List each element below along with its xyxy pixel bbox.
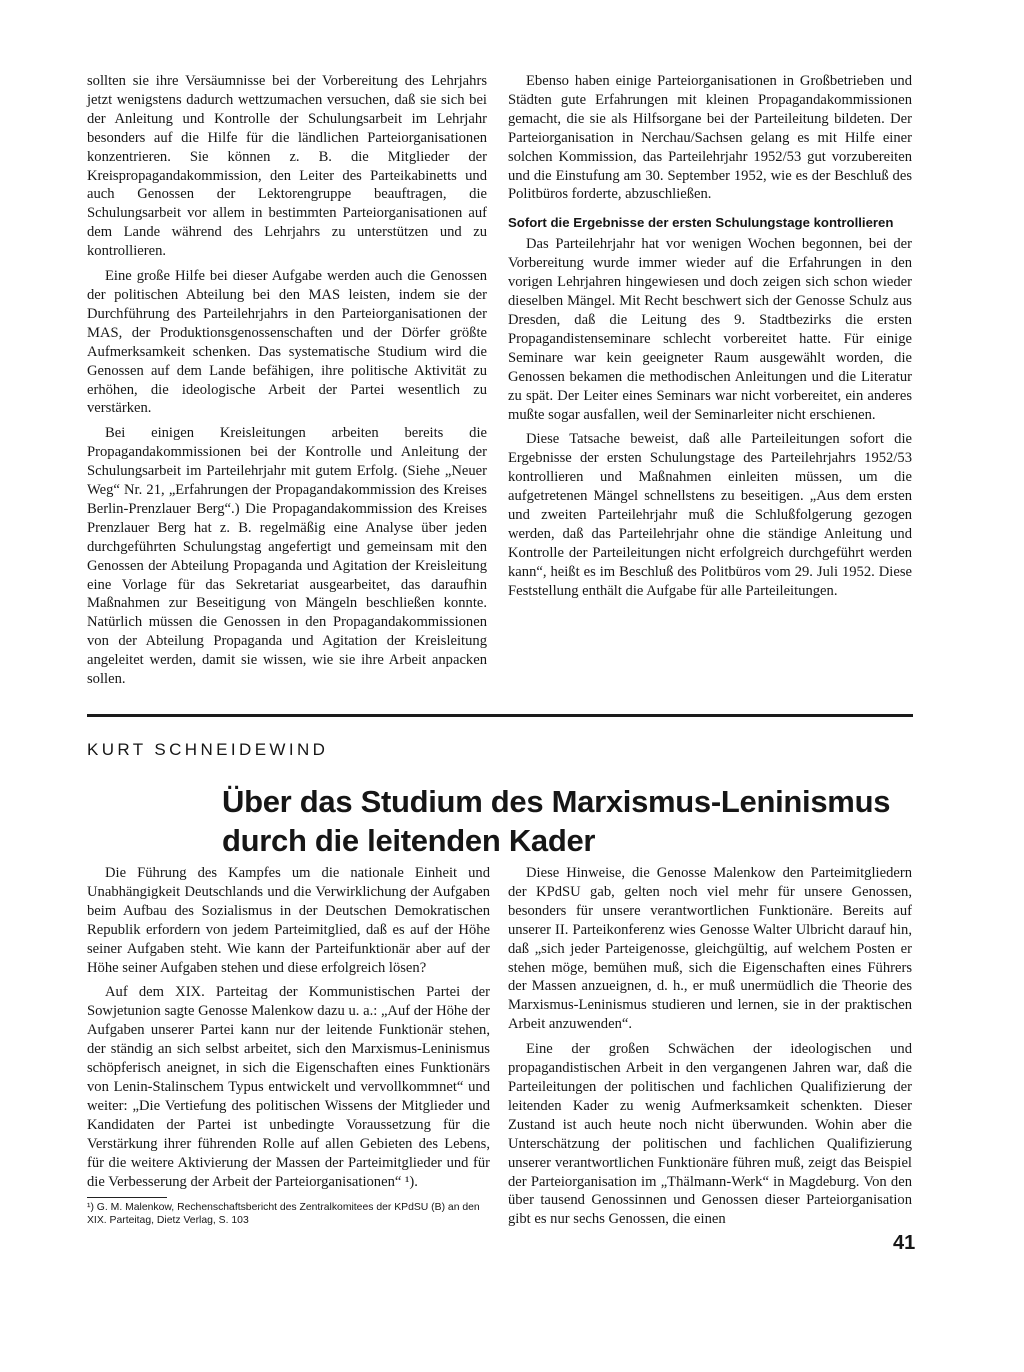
article-right-column: [508, 864, 912, 1235]
body-paragraph: Bei einigen Kreisleitungen arbeiten bereits die Propagandakommissionen bei der Kontrolle und Anleitung der Schulungsarbeit im Parteilehrjahr mit gutem Erfolg. (Siehe „Neuer Weg“ Nr. 21, „Erfahrungen der Propagandakommission des Kreises Berlin-Prenzlauer Berg“.) Die Propagandakommission des Kreises Prenzlauer Berg hat z. B. regelmäßig eine Analyse über jeden durchgeführten Schulungstag angefertigt und gemeinsam mit den Genossen der Abteilung Propaganda und Agitation der Kreisleitung eine Vorlage für das Sekretariat ausgearbeitet, das daraufhin Maßnahmen zur Beseitigung von Mängeln beschließen konnte. Natürlich müssen die Genossen in den Propagandakommissionen von der Abteilung Propaganda und Agitation der Kreisleitung angeleitet werden, damit sie wissen, wie sie ihre Arbeit anpacken sollen.: [87, 425, 487, 688]
section-subheading: Sofort die Ergebnisse der ersten Schulungstage kontrollieren: [508, 215, 894, 231]
body-paragraph: Ebenso haben einige Parteiorganisationen in Großbetrieben und Städten gute Erfahrungen mit kleinen Propagandakommissionen gemacht, die sie als Hilfsorgane bei der Parteileitung bildeten. Der Parteiorganisation in Nerchau/Sachsen gelang es mit Hilfe einer solchen Kommission, das Parteilehrjahr 1952/53 gut vorzubereiten und die Einstufung am 30. September 1952, wie es der Beschluß des Politbüros forderte, abzuschließen.: [508, 73, 912, 203]
upper-right-column: [508, 72, 912, 607]
body-paragraph: Auf dem XIX. Parteitag der Kommunistischen Partei der Sowjetunion sagte Genosse Malenkow dazu u. a.: „Auf der Höhe der Aufgaben unserer Partei kann nur der leitende Funktionär stehen, der ständig an sich selbst arbeitet, sich den Marxismus-Leninismus schöpferisch aneignet, in sich die Eigenschaften eines Funktionärs von Lenin-Stalinschem Typus entwickelt und vervollkommnet“ und weiter: „Die Vertiefung des politischen Wissens der Mitglieder und Kandidaten der Partei ist unbedingte Voraussetzung für die Verstärkung ihrer führenden Rolle auf allen Gebieten des Lebens, für die weitere Aktivierung der Massen der Parteimitglieder und für die Verbesserung der Arbeit der Parteiorganisationen“ ¹).: [87, 984, 490, 1190]
footnote: ¹) G. M. Malenkow, Rechenschaftsbericht des Zentralkomitees der KPdSU (B) an den XIX. Parteitag, Dietz Verlag, S. 103: [87, 1202, 480, 1226]
body-paragraph: sollten sie ihre Versäumnisse bei der Vorbereitung des Lehrjahrs jetzt wenigstens dadurch wettzumachen versuchen, daß sie sich bei der Anleitung und Kontrolle der Schulungsarbeit im Lehrjahr besonders auf die Hilfe für die ländlichen Parteiorganisationen konzentrieren. Sie können z. B. die Mitglieder der Kreispropagandakommission, den Leiter des Parteikabinetts und auch Genossen der Lektorengruppe beauftragen, die Schulungsarbeit vor allem in bestimmten Parteiorganisationen auf dem Lande während des Lehrjahrs zu unterstützen und zu kontrollieren.: [87, 73, 487, 260]
article-left-column: [87, 864, 490, 1233]
footnote-divider: [87, 1197, 167, 1198]
body-paragraph: Das Parteilehrjahr hat vor wenigen Wochen begonnen, bei der Vorbereitung wurde immer wieder auf die Erfahrungen in den vorigen Lehrjahren hingewiesen und doch zeigen sich schon wieder dieselben Mängel. Mit Recht beschwert sich der Genosse Schulz aus Dresden, daß die Leitung des 9. Stadtbezirks die ersten Propagandistenseminare schlecht vorbereitet hatte. Für einige Seminare war kein geeigneter Raum ausgewählt worden, die Genossen bekamen die methodischen Anleitungen und die Literatur zu spät. Der Leiter eines Seminars war nicht vorbereitet, ein anderes mußte sogar ausfallen, weil der Seminarleiter nicht erschienen.: [508, 236, 912, 423]
body-paragraph: Diese Tatsache beweist, daß alle Parteileitungen sofort die Ergebnisse der ersten Schulungstage des Parteilehrjahrs 1952/53 kontrollieren und Maßnahmen einleiten müssen, um die aufgetretenen Mängel schnellstens zu beseitigen. „Aus dem ersten und zweiten Parteilehrjahr muß die Schlußfolgerung gezogen werden, daß das Parteilehrjahr ohne die ständige Anleitung und Kontrolle der Parteileitungen nicht erfolgreich durchgeführt werden kann“, heißt es im Beschluß des Politbüros vom 29. Juli 1952. Diese Feststellung enthält die Aufgabe für alle Parteileitungen.: [508, 431, 912, 599]
body-paragraph: Eine der großen Schwächen der ideologischen und propagandistischen Arbeit in den vergangenen Jahren war, daß die Parteileitungen der politischen und fachlichen Qualifizierung der leitenden Kader zu wenig Aufmerksamkeit schenkten. Dieser Zustand ist auch heute noch nicht überwunden. Wohin aber die Unterschätzung der politischen und fachlichen Qualifizierung unserer verantwortlichen Funktionäre führen muß, zeigt das Beispiel der Parteiorganisation im „Thälmann-Werk“ in Magdeburg. Von den über tausend Genossinnen und Genossen dieser Parteiorganisation gibt es nur sechs Genossen, die einen: [508, 1041, 912, 1228]
article-title-line: durch die leitenden Kader: [222, 823, 596, 858]
upper-left-column: [87, 72, 487, 695]
section-divider: [87, 714, 913, 717]
body-paragraph: Eine große Hilfe bei dieser Aufgabe werden auch die Genossen der politischen Abteilung bei den MAS leisten, indem sie der Durchführung des Parteilehrjahrs in den Parteiorganisationen der MAS, der Produktionsgenossenschaften und der Dörfer größte Aufmerksamkeit schenken. Das systematische Studium wird die Genossen auf dem Lande befähigen, ihre politische Aktivität zu erhöhen, die ideologische Arbeit der Partei wesentlich zu verstärken.: [87, 268, 487, 417]
body-paragraph: Diese Hinweise, die Genosse Malenkow den Parteimitgliedern der KPdSU gab, gelten noch viel mehr für unsere Genossen, besonders für unsere verantwortlichen Funktionäre. Bereits auf unserer II. Parteikonferenz wies Genosse Walter Ulbricht darauf hin, daß „sich jeder Parteigenosse, gleichgültig, auf welchem Posten er stehen möge, bemühen muß, sich die Eigenschaften eines Führers der Massen anzueignen, d. h., er muß unermüdlich die Theorie des Marxismus-Leninismus studieren und lernen, sie in der praktischen Arbeit anzuwenden“.: [508, 865, 912, 1033]
body-paragraph: Die Führung des Kampfes um die nationale Einheit und Unabhängigkeit Deutschlands und die Verwirklichung der Aufgaben beim Aufbau des Sozialismus in der Deutschen Demokratischen Republik erfordern von jedem Parteimitglied, daß es auf der Höhe seiner Aufgaben steht. Wie kann der Parteifunktionär aber auf der Höhe seiner Aufgaben stehen und diese erfolgreich lösen?: [87, 865, 490, 976]
article-title-line: Über das Studium des Marxismus-Leninismus: [222, 784, 891, 819]
article-title: [222, 782, 922, 860]
article-author: KURT SCHNEIDEWIND: [87, 740, 329, 759]
page-number: 41: [893, 1232, 916, 1254]
